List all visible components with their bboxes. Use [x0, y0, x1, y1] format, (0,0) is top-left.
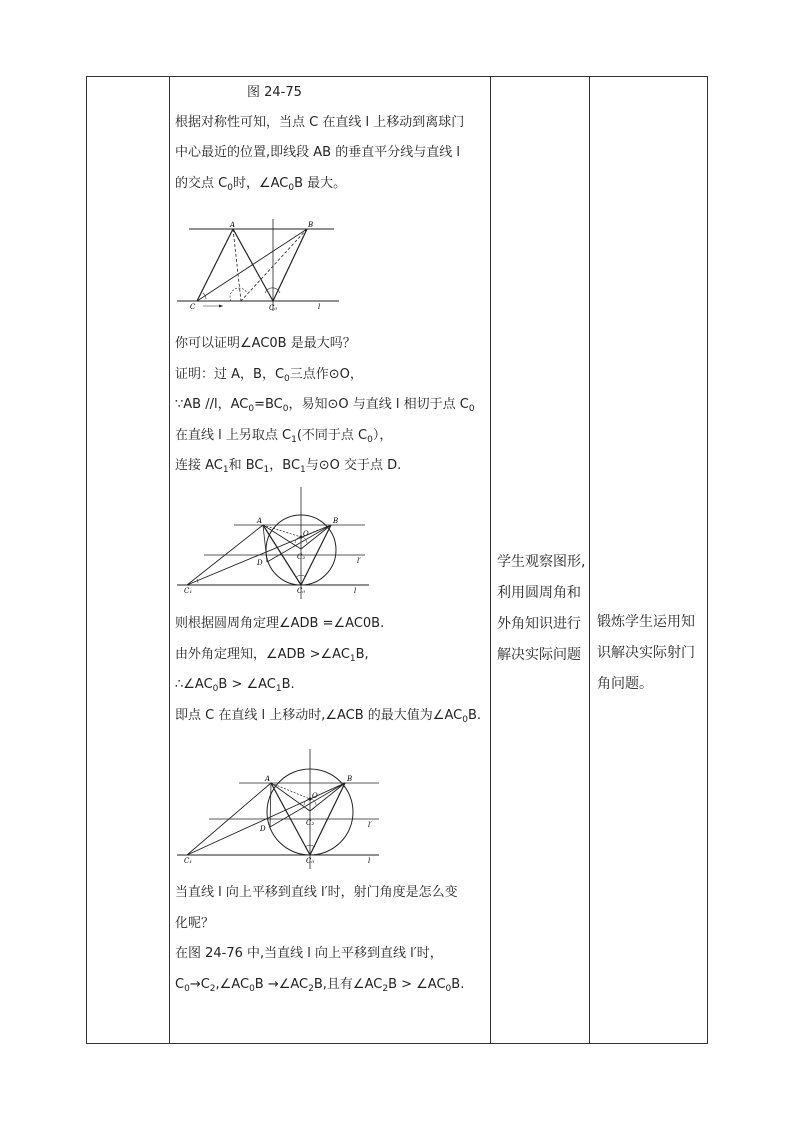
- figure-symmetry-diagram: [169, 219, 349, 315]
- proof-line: 在直线 l 上另取点 $C_1$(不同于点 $C_0$），: [175, 428, 393, 445]
- label-O: O: [312, 792, 318, 800]
- label-D: D: [260, 825, 266, 833]
- label-l-prime: l′: [357, 557, 361, 565]
- label-A: A: [265, 775, 271, 783]
- student-activity-cell: [497, 547, 587, 671]
- label-D: D: [257, 559, 263, 567]
- student-activity-line: 解决实际问题: [497, 647, 581, 663]
- paragraph-line: 由外角定理知，∠ADB $>\angle AC_1B$,: [175, 647, 369, 664]
- proof-line: 证明：过 A，B，$C_0$三点作⊙O，: [175, 367, 363, 384]
- label-C1: C₁: [184, 587, 193, 595]
- column-divider: [589, 77, 590, 1043]
- label-l-prime: l′: [368, 821, 372, 829]
- paragraph-line: 则根据圆周角定理∠ADB =∠AC0B.: [175, 616, 385, 631]
- label-B: B: [347, 775, 353, 783]
- label-C0: C₀: [306, 857, 315, 865]
- proof-line: 连接 $AC_1$和 $BC_1$，$BC_1$与⊙O 交于点 D.: [175, 458, 402, 475]
- design-intent-cell: [597, 607, 707, 700]
- student-activity-line: 学生观察图形,: [497, 554, 586, 570]
- paragraph-line: 中心最近的位置,即线段 AB 的垂直平分线与直线 l: [175, 145, 460, 160]
- design-intent-line: 识解决实际射门: [597, 645, 695, 661]
- paragraph-line: 当直线 l 向上平移到直线 l′时，射门角度是怎么变: [175, 885, 458, 900]
- paragraph-line: $C_0\to C_2,\angle AC_0B$ $\to\angle AC_2B$,且有$\angle AC_2B$ > $\angle AC_0B$.: [175, 977, 465, 994]
- label-C2: C₂: [306, 819, 315, 827]
- label-C: C: [190, 303, 196, 311]
- label-B: B: [333, 517, 339, 525]
- paragraph-line: 根据对称性可知，当点 C 在直线 l 上移动到离球门: [175, 115, 465, 130]
- figure-circle-diagram: [169, 487, 369, 599]
- paragraph-line: $\therefore\angle AC_0B$ > $\angle AC_1B$.: [175, 677, 295, 694]
- label-A: A: [230, 221, 236, 229]
- student-activity-line: 利用圆周角和: [497, 585, 581, 601]
- lesson-table: [86, 76, 708, 1044]
- label-C0: C₀: [269, 304, 278, 312]
- paragraph-line: 的交点 $C_0$时，$\angle AC_0B$ 最大。: [175, 176, 347, 193]
- figure-translated-line-diagram: [169, 749, 379, 869]
- student-activity-line: 外角知识进行: [497, 616, 581, 632]
- label-C2: C₂: [297, 553, 306, 561]
- paragraph-line: 化呢？: [175, 916, 215, 931]
- paragraph-line: 在图 24-76 中,当直线 l 向上平移到直线 l′时，: [175, 946, 443, 961]
- design-intent-line: 角问题。: [597, 676, 653, 692]
- paragraph-line: 即点 C 在直线 l 上移动时,∠ACB 的最大值为$\angle AC_0B$.: [175, 708, 481, 725]
- proof-line: ∵AB //l，$AC_0=BC_0$，易知⊙O 与直线 l 相切于点 $C_0$: [175, 397, 475, 414]
- label-O: O: [303, 530, 309, 538]
- design-intent-line: 锻炼学生运用知: [597, 614, 695, 630]
- label-l: l: [354, 587, 357, 595]
- label-l: l: [318, 303, 321, 311]
- figure-caption: 图 24-75: [247, 85, 302, 100]
- label-l: l: [368, 857, 371, 865]
- label-B: B: [308, 221, 314, 229]
- label-C1: C₁: [184, 857, 193, 865]
- label-C0: C₀: [297, 587, 306, 595]
- label-A: A: [257, 517, 263, 525]
- question-line: 你可以证明∠AC0B 是最大吗？: [175, 336, 356, 351]
